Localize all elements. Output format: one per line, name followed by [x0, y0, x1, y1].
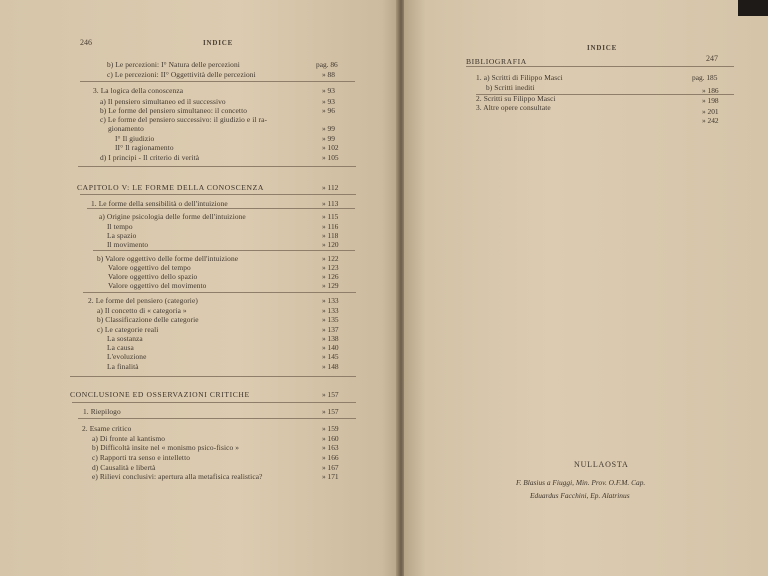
toc-entry: b) Classificazione delle categorie: [97, 315, 199, 324]
toc-entry: La causa: [107, 343, 134, 352]
toc-page: » 198: [702, 96, 719, 105]
toc-page: » 93: [322, 97, 335, 106]
toc-entry: Valore oggettivo dello spazio: [108, 272, 198, 281]
page-number: 247: [706, 54, 718, 63]
divider: [72, 402, 356, 403]
toc-entry: a) Di fronte al kantismo: [92, 434, 166, 443]
toc-entry: b) Valore oggettivo delle forme dell'intuizione: [97, 254, 239, 263]
toc-entry: Valore oggettivo del tempo: [108, 263, 191, 272]
toc-page: » 129: [322, 281, 339, 290]
running-head: INDICE: [587, 44, 618, 52]
right-page: [404, 0, 768, 576]
toc-page: » 113: [322, 199, 339, 208]
toc-entry: 1. Le forme della sensibilità o dell'intuizione: [91, 199, 228, 208]
divider: [80, 81, 355, 82]
divider: [78, 418, 356, 419]
toc-page: » 140: [322, 343, 339, 352]
toc-page: » 99: [322, 134, 335, 143]
toc-entry: b) Scritti inediti: [486, 83, 535, 92]
toc-page: » 93: [322, 86, 335, 95]
divider: [466, 66, 734, 67]
toc-page: » 201: [702, 107, 719, 116]
toc-entry: c) Le forme del pensiero successivo: il giudizio e il ra-: [100, 115, 268, 124]
toc-entry: 1. Riepilogo: [83, 407, 121, 416]
toc-entry: e) Rilievi conclusivi: apertura alla metafisica realistica?: [92, 472, 263, 481]
toc-page: » 167: [322, 463, 339, 472]
toc-entry: a) Il pensiero simultaneo ed il successivo: [100, 97, 226, 106]
toc-entry: d) Causalità e libertà: [92, 463, 156, 472]
toc-page: » 112: [322, 183, 339, 192]
toc-entry: a) Origine psicologia delle forme dell'intuizione: [99, 212, 246, 221]
toc-page: » 105: [322, 153, 339, 162]
divider: [70, 376, 356, 377]
toc-entry: I° Il giudizio: [115, 134, 155, 143]
toc-entry: a) Il concetto di « categoria »: [97, 306, 187, 315]
toc-page: » 137: [322, 325, 339, 334]
toc-entry: c) Le percezioni: II° Oggettività delle percezioni: [107, 70, 256, 79]
divider: [87, 208, 355, 209]
toc-page: » 160: [322, 434, 339, 443]
toc-page: » 135: [322, 315, 339, 324]
toc-entry: La sostanza: [107, 334, 143, 343]
toc-page: pag. 86: [316, 60, 338, 69]
divider: [83, 292, 356, 293]
toc-entry: c) Rapporti tra senso e intelletto: [92, 453, 191, 462]
toc-page: » 126: [322, 272, 339, 281]
toc-page: » 133: [322, 296, 339, 305]
divider: [80, 194, 356, 195]
page-number: 246: [80, 38, 92, 47]
toc-entry: b) Difficoltà insite nel « monismo psico-fisico »: [92, 443, 240, 452]
nullaosta-signature: F. Blasius a Fiuggi, Min. Prov. O.F.M. Cap.: [516, 478, 646, 487]
toc-entry: 1. a) Scritti di Filippo Masci: [476, 73, 563, 82]
toc-page: » 163: [322, 443, 339, 452]
toc-entry: L'evoluzione: [107, 352, 147, 361]
toc-page: » 88: [322, 70, 335, 79]
toc-entry: 3. La logica della conoscenza: [93, 86, 184, 95]
toc-page: » 102: [322, 143, 339, 152]
toc-page: » 133: [322, 306, 339, 315]
toc-entry: Il movimento: [107, 240, 149, 249]
toc-entry: b) Le forme del pensiero simultaneo: il concetto: [100, 106, 248, 115]
toc-page: » 145: [322, 352, 339, 361]
toc-page: » 186: [702, 86, 719, 95]
toc-entry: La spazio: [107, 231, 137, 240]
toc-page: » 171: [322, 472, 339, 481]
toc-page: » 159: [322, 424, 339, 433]
toc-page: » 118: [322, 231, 339, 240]
toc-entry: 3. Altre opere consultate: [476, 103, 551, 112]
toc-entry: c) Le categorie reali: [97, 325, 159, 334]
toc-entry: Valore oggettivo del movimento: [108, 281, 207, 290]
toc-page: » 242: [702, 116, 719, 125]
toc-page: » 122: [322, 254, 339, 263]
toc-page: » 99: [322, 124, 335, 133]
toc-page: » 157: [322, 407, 339, 416]
toc-page: » 157: [322, 390, 339, 399]
toc-page: » 148: [322, 362, 339, 371]
toc-entry: La finalità: [107, 362, 139, 371]
toc-entry: Il tempo: [107, 222, 133, 231]
section-heading: BIBLIOGRAFIA: [466, 57, 527, 66]
toc-page: » 116: [322, 222, 339, 231]
toc-page: » 123: [322, 263, 339, 272]
nullaosta-signature: Eduardus Facchini, Ep. Alatrinus: [530, 491, 630, 500]
divider: [78, 166, 356, 167]
divider: [93, 250, 355, 251]
toc-entry: 2. Le forme del pensiero (categorie): [88, 296, 198, 305]
running-head: INDICE: [203, 39, 234, 47]
toc-page: » 166: [322, 453, 339, 462]
toc-entry: 2. Esame critico: [82, 424, 132, 433]
toc-page: pag. 185: [692, 73, 718, 82]
toc-page: » 138: [322, 334, 339, 343]
toc-entry: 2. Scritti su Filippo Masci: [476, 94, 556, 103]
nullaosta-heading: NULLAOSTA: [574, 460, 629, 469]
toc-entry: b) Le percezioni: I° Natura delle percezioni: [107, 60, 240, 69]
toc-page: » 115: [322, 212, 339, 221]
chapter-heading: CAPITOLO V: LE FORME DELLA CONOSCENZA: [77, 183, 264, 192]
toc-entry: II° Il ragionamento: [115, 143, 174, 152]
background-edge: [738, 0, 768, 16]
toc-entry: gionamento: [108, 124, 144, 133]
section-heading: CONCLUSIONE ED OSSERVAZIONI CRITICHE: [70, 390, 250, 399]
toc-entry: d) I principi - Il criterio di verità: [100, 153, 200, 162]
toc-page: » 96: [322, 106, 335, 115]
toc-page: » 120: [322, 240, 339, 249]
